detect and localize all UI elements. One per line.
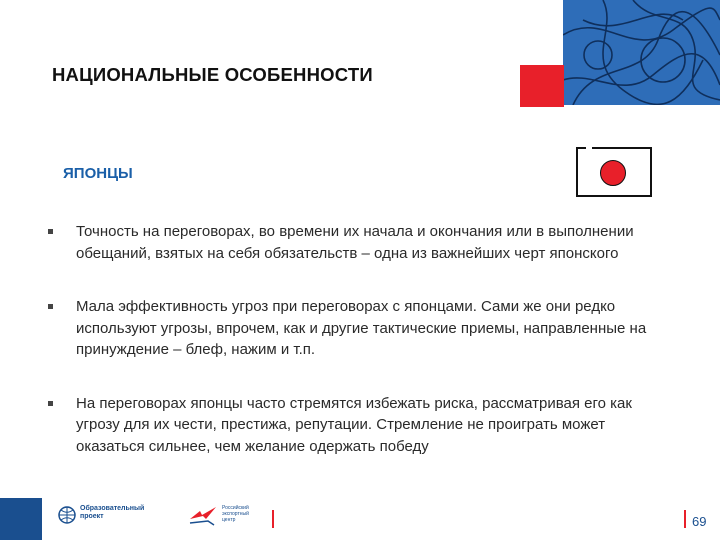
bullet-square-icon [48, 304, 53, 309]
footer-blue-block [0, 498, 42, 540]
bullet-item [48, 221, 648, 264]
bullet-text: На переговорах японцы часто стремятся избежать риска, рассматривая его как угрозу для их чести, престижа, репутации. Стремление не проиграть может оказаться сильнее, чем желание одержать победу [76, 394, 632, 455]
corner-decorative-pattern [563, 0, 720, 105]
page-number: 69 [692, 514, 707, 529]
globe-logo-icon [58, 506, 76, 524]
bullet-text: Мала эффективность угроз при переговорах с японцами. Сами же они редко используют угрозы, впрочем, как и другие тактические приемы, направленные на принуждение – блеф, нажим и т.п. [76, 298, 647, 358]
footer-divider-left [272, 510, 274, 528]
slide-subtitle: ЯПОНЦЫ [63, 165, 133, 182]
red-accent-square [520, 65, 564, 107]
logo1-text: Образовательный проект [80, 505, 145, 520]
slide-title: НАЦИОНАЛЬНЫЕ ОСОБЕННОСТИ [52, 64, 373, 85]
logo2-text: Российский экспортный центр [222, 505, 249, 523]
bullet-square-icon [48, 401, 53, 406]
bullet-list [48, 221, 648, 457]
footer-divider-right [684, 510, 686, 528]
flag-notch [586, 145, 592, 149]
bullet-square-icon [48, 229, 53, 234]
arrow-logo-icon [188, 505, 218, 527]
bullet-text: Точность на переговорах, во времени их начала и окончания или в выполнении обещаний, взятых на себя обязательств – одна из важнейших черт японского [76, 223, 634, 262]
bullet-item [48, 296, 648, 361]
bullet-item [48, 393, 648, 458]
flag-red-disc [600, 160, 626, 186]
